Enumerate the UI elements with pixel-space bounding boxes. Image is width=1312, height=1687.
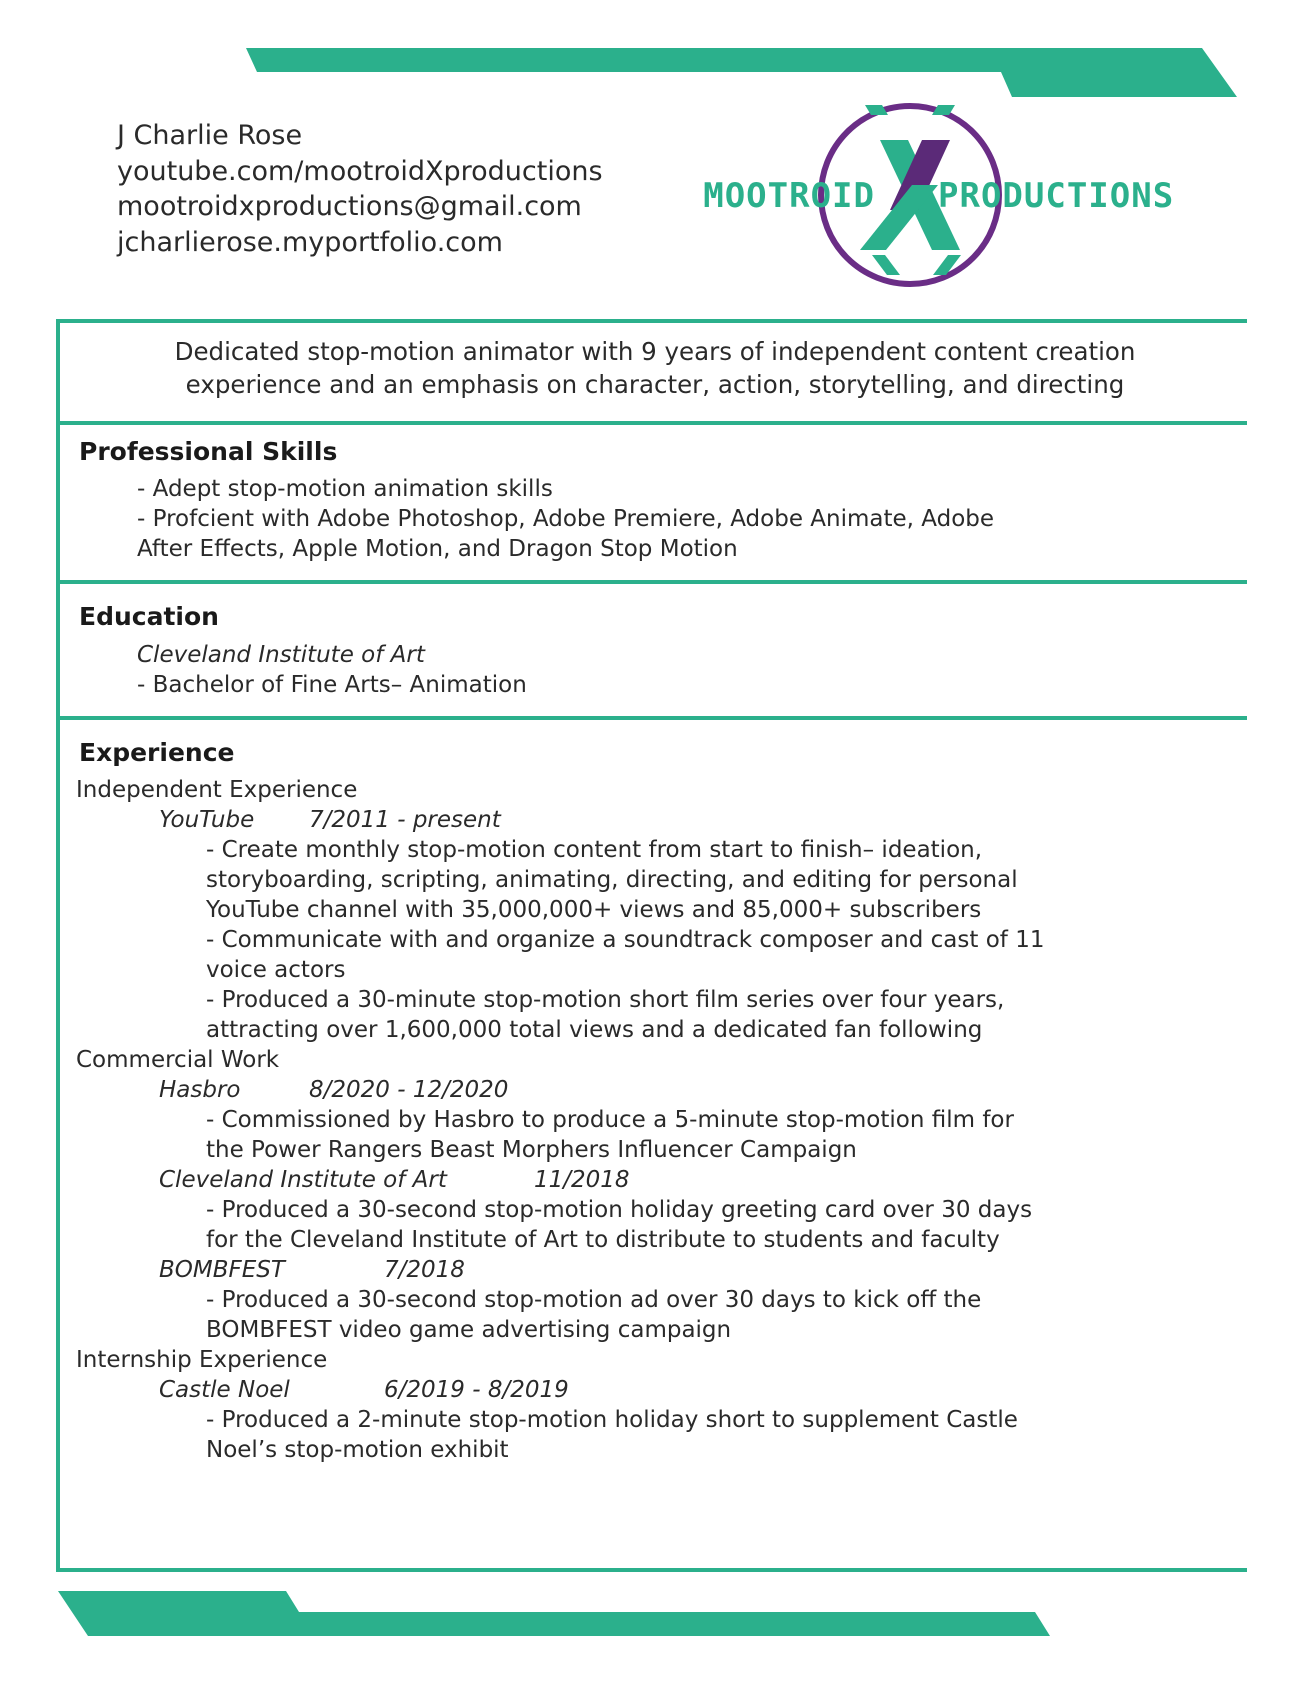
education-school: Cleveland Institute of Art [137,642,425,668]
mootroid-x-productions-logo [660,95,1220,295]
bombfest-line: - Produced a 30-second stop-motion ad over 30 days to kick off the [206,1287,982,1313]
youtube-line: attracting over 1,600,000 total views and a dedicated fan following [206,1017,983,1043]
cia-dates: 11/2018 [534,1167,630,1193]
contact-portfolio-link[interactable]: jcharlierose.myportfolio.com [117,226,503,258]
youtube-line: YouTube channel with 35,000,000+ views and 85,000+ subscribers [206,897,982,923]
skill-item: - Profcient with Adobe Photoshop, Adobe Premiere, Adobe Animate, Adobe [137,506,995,532]
hasbro-dates: 8/2020 - 12/2020 [309,1077,509,1103]
independent-label: Independent Experience [76,777,358,803]
summary-line: Dedicated stop-motion animator with 9 years of independent content creation [174,337,1136,366]
bombfest-dates: 7/2018 [384,1257,465,1283]
contact-name: J Charlie Rose [117,120,303,151]
cia-org: Cleveland Institute of Art [159,1167,447,1193]
hasbro-line: the Power Rangers Beast Morphers Influencer Campaign [206,1137,857,1163]
divider-top [56,319,1247,323]
divider-bottom [56,1568,1247,1572]
summary [100,335,1210,401]
summary-line: experience and an emphasis on character, action, storytelling, and directing [185,370,1125,399]
youtube-org: YouTube [159,807,255,833]
castle-noel-org: Castle Noel [159,1377,290,1403]
top-banner [0,0,1312,110]
divider-after-summary [56,421,1247,425]
cia-line: - Produced a 30-second stop-motion holiday greeting card over 30 days [206,1197,1033,1223]
youtube-line: - Produced a 30-minute stop-motion short film series over four years, [206,987,1005,1013]
commercial-label: Commercial Work [76,1047,280,1073]
youtube-line: - Create monthly stop-motion content from start to finish– ideation, [206,837,983,863]
skill-item: - Adept stop-motion animation skills [137,476,553,502]
castle-noel-line: Noel’s stop-motion exhibit [206,1437,509,1463]
education-degree: - Bachelor of Fine Arts– Animation [137,672,527,698]
divider-after-skills [56,580,1247,584]
skills-heading: Professional Skills [79,437,338,466]
contact-youtube-link[interactable]: youtube.com/mootroidXproductions [117,155,603,187]
bombfest-org: BOMBFEST [159,1257,285,1283]
experience-heading: Experience [79,738,235,767]
castle-noel-line: - Produced a 2-minute stop-motion holiday short to supplement Castle [206,1407,1018,1433]
youtube-line: voice actors [206,957,346,983]
castle-noel-dates: 6/2019 - 8/2019 [384,1377,569,1403]
frame-left-border [56,319,60,1572]
bombfest-line: BOMBFEST video game advertising campaign [206,1317,732,1343]
contact-email-link[interactable]: mootroidxproductions@gmail.com [117,191,582,222]
skill-item-continued: After Effects, Apple Motion, and Dragon Stop Motion [137,536,738,562]
divider-after-education [56,716,1247,720]
hasbro-org: Hasbro [159,1077,241,1103]
contact-block [117,118,603,260]
education-heading: Education [79,602,219,631]
bottom-banner [0,1580,1312,1660]
hasbro-line: - Commissioned by Hasbro to produce a 5-minute stop-motion film for [206,1107,1014,1133]
internship-label: Internship Experience [76,1347,328,1373]
logo-left-word: MOOTROID [703,176,875,216]
logo-right-word: PRODUCTIONS [938,176,1175,216]
youtube-line: storyboarding, scripting, animating, directing, and editing for personal [206,867,1018,893]
youtube-dates: 7/2011 - present [309,807,501,833]
cia-line: for the Cleveland Institute of Art to distribute to students and faculty [206,1227,1000,1253]
youtube-line: - Communicate with and organize a soundtrack composer and cast of 11 [206,927,1045,953]
